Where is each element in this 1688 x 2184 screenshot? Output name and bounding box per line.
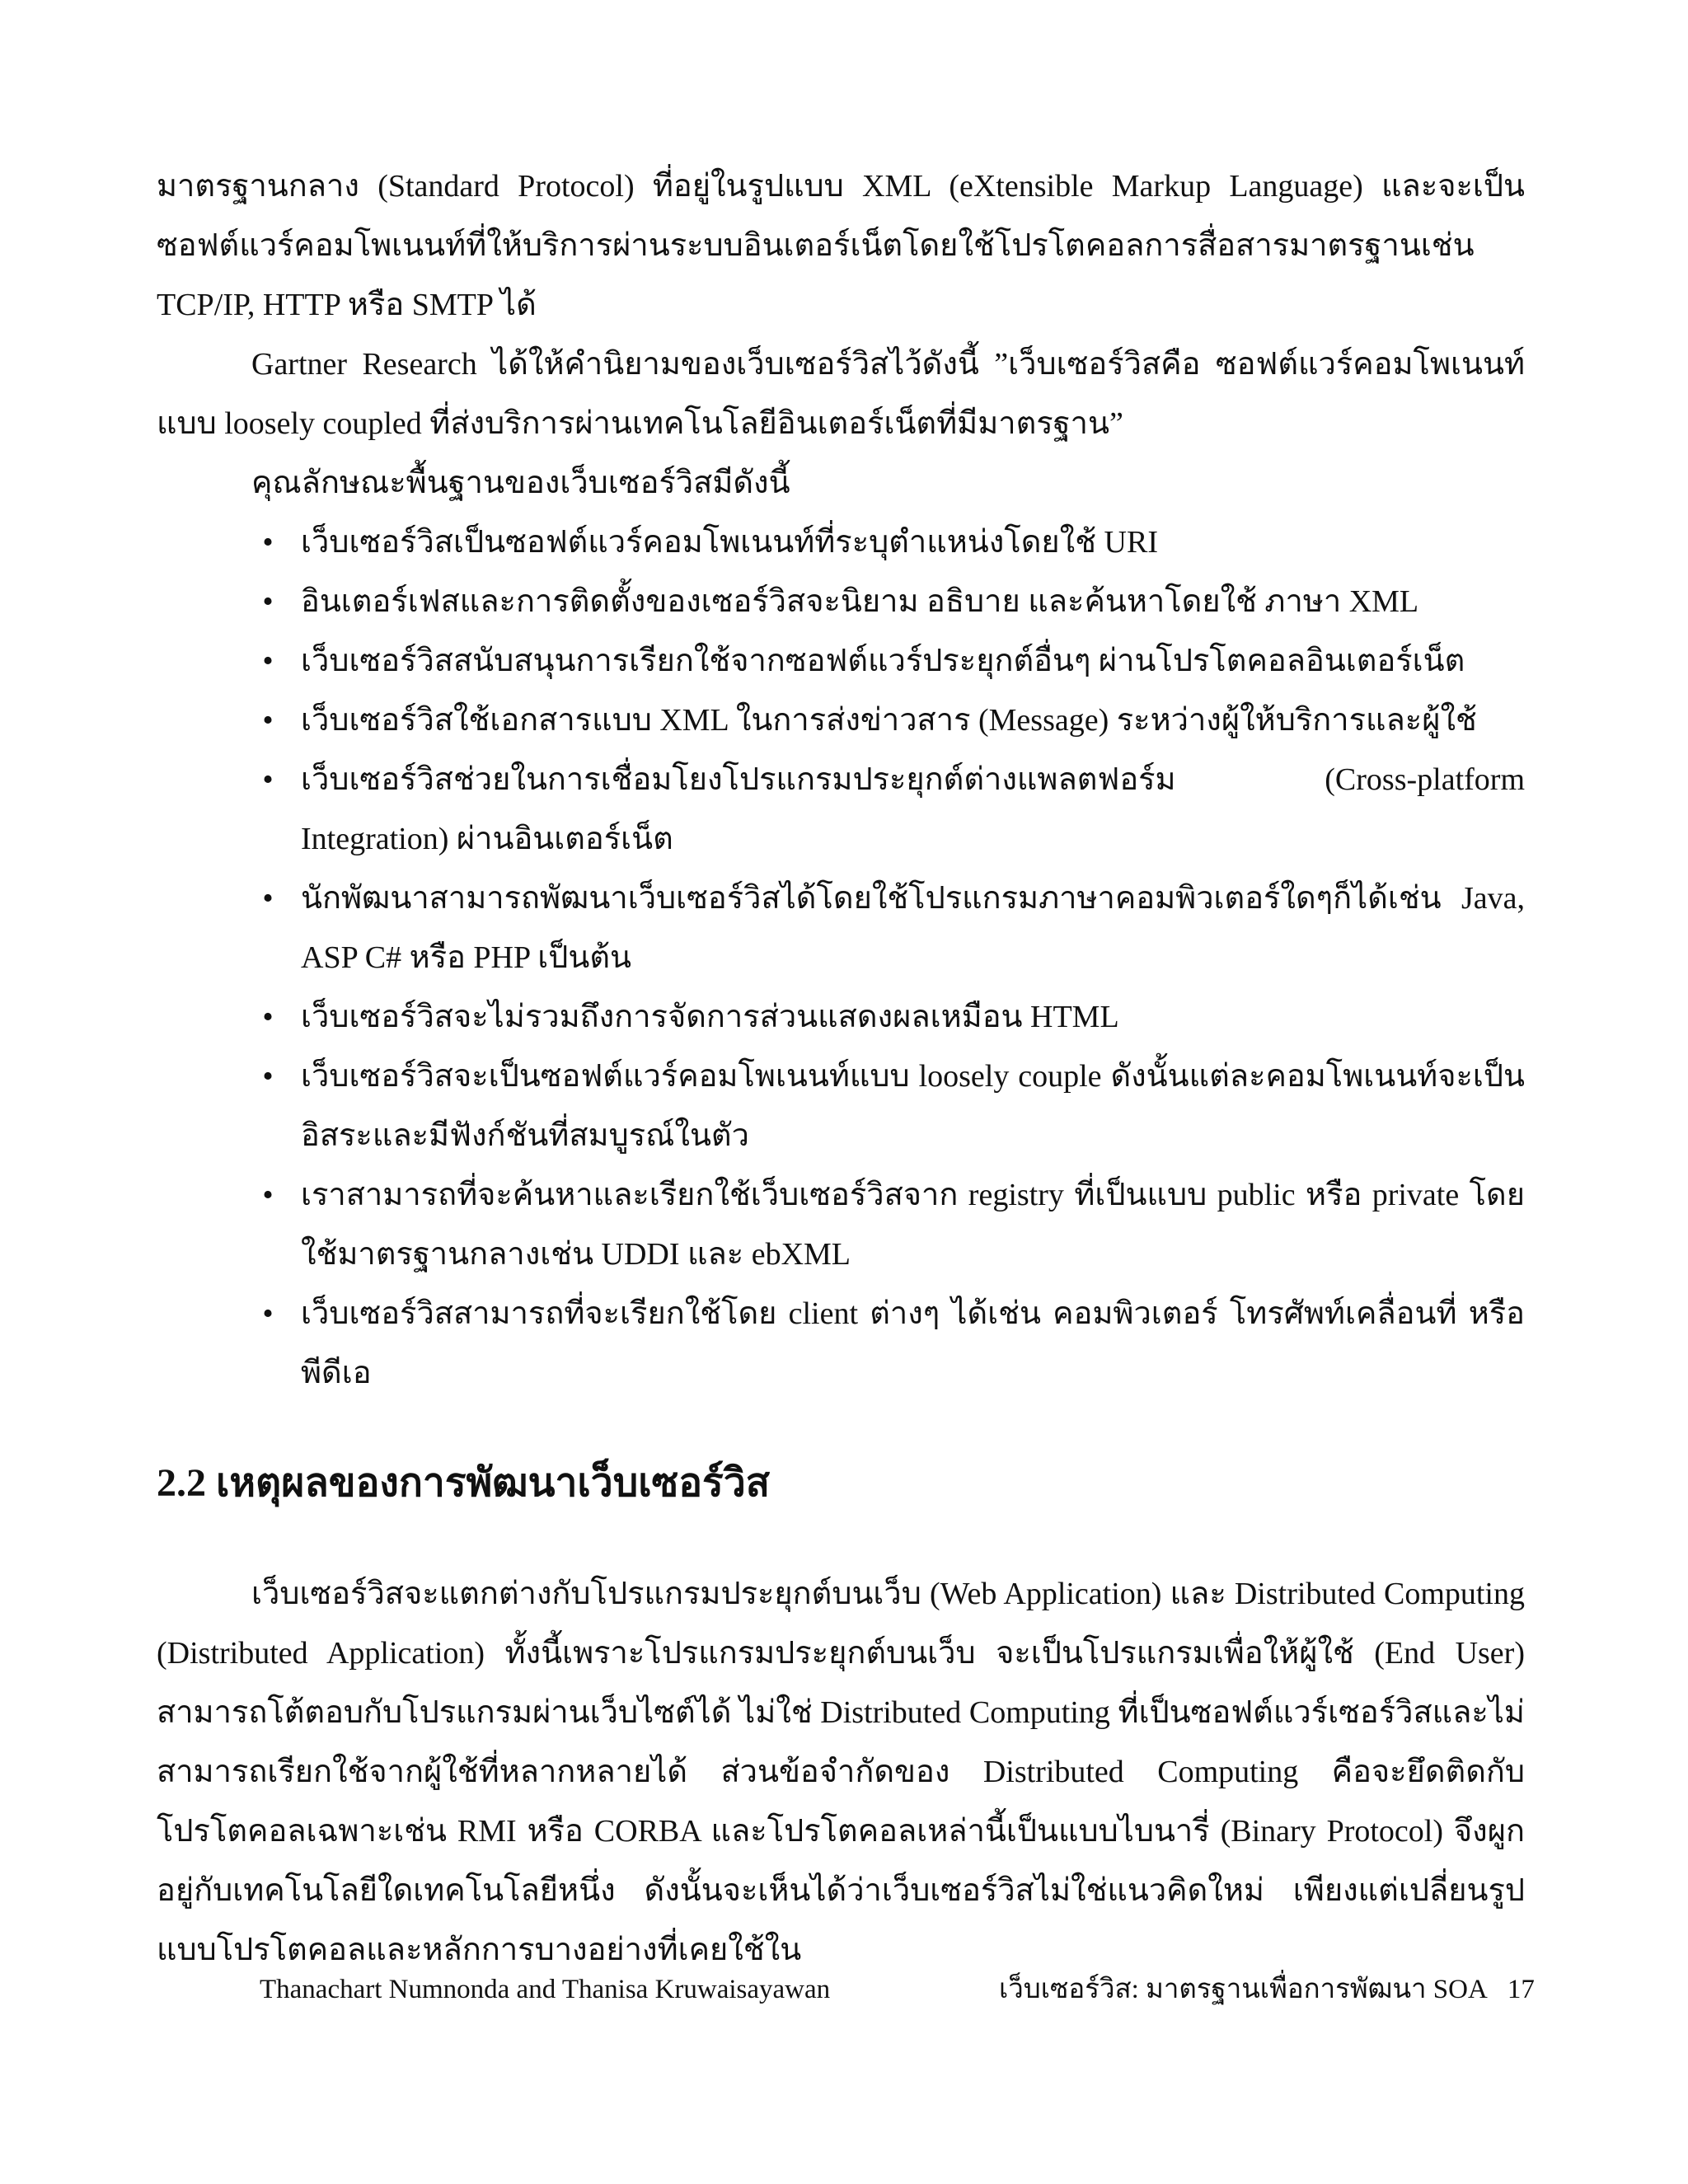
features-intro: คุณลักษณะพื้นฐานของเว็บเซอร์วิสมีดังนี้ — [251, 466, 790, 500]
bullet-icon: • — [262, 703, 274, 738]
list-item — [157, 513, 1525, 572]
footer-authors: Thanachart Numnonda and Thanisa Kruwaisayawan — [260, 1975, 831, 2004]
list-item — [157, 987, 1525, 1047]
list-item-text: เราสามารถที่จะค้นหาและเรียกใช้เว็บเซอร์วิสจาก registry ที่เป็นแบบ public หรือ private โดยใช้มาตรฐานกลางเช่น UDDI และ ebXML — [301, 1178, 1525, 1272]
list-item-text: เว็บเซอร์วิสจะไม่รวมถึงการจัดการส่วนแสดงผลเหมือน HTML — [301, 1000, 1119, 1034]
bullet-icon: • — [262, 762, 274, 797]
bullet-icon: • — [262, 644, 274, 678]
features-list — [157, 513, 1525, 1403]
list-item-text: เว็บเซอร์วิสใช้เอกสารแบบ XML ในการส่งข่าวสาร (Message) ระหว่างผู้ให้บริการและผู้ใช้ — [301, 703, 1477, 738]
list-item-text: นักพัฒนาสามารถพัฒนาเว็บเซอร์วิสได้โดยใช้โปรแกรมภาษาคอมพิวเตอร์ใดๆก็ได้เช่น Java, ASP C# หรือ PHP เป็นต้น — [301, 881, 1525, 975]
list-item — [157, 572, 1525, 631]
list-item — [157, 869, 1525, 987]
list-item — [157, 691, 1525, 750]
list-item-text: เว็บเซอร์วิสสามารถที่จะเรียกใช้โดย client ต่างๆ ได้เช่น คอมพิวเตอร์ โทรศัพท์เคลื่อนที่ หรือ พีดีเอ — [301, 1296, 1525, 1390]
list-item-text: เว็บเซอร์วิสสนับสนุนการเรียกใช้จากซอฟต์แวร์ประยุกต์อื่นๆ ผ่านโปรโตคอลอินเตอร์เน็ต — [301, 644, 1465, 678]
section-heading: 2.2 เหตุผลของการพัฒนาเว็บเซอร์วิส — [157, 1461, 771, 1505]
definition-paragraph: Gartner Research ได้ให้คำนิยามของเว็บเซอร์วิสไว้ดังนี้ ”เว็บเซอร์วิสคือ ซอฟต์แวร์คอมโพเนนท์แบบ loosely coupled ที่ส่งบริการผ่านเทคโนโลยีอินเตอร์เน็ตที่มีมาตรฐาน” — [157, 347, 1525, 441]
page-number: 17 — [1507, 1975, 1535, 2004]
bullet-icon: • — [262, 1296, 274, 1331]
footer-book-title: เว็บเซอร์วิส: มาตรฐานเพื่อการพัฒนา SOA — [999, 1975, 1488, 2004]
bullet-icon: • — [262, 1178, 274, 1212]
bullet-icon: • — [262, 881, 274, 916]
bullet-icon: • — [262, 584, 274, 619]
list-item — [157, 1284, 1525, 1403]
body-paragraph: มาตรฐานกลาง (Standard Protocol) ที่อยู่ในรูปแบบ XML (eXtensible Markup Language) และจะเป็นซอฟต์แวร์คอมโพเนนท์ที่ให้บริการผ่านระบบอินเตอร์เน็ตโดยใช้โปรโตคอลการสื่อสารมาตรฐานเช่น TCP/IP, HTTP หรือ SMTP ได้ — [157, 169, 1525, 322]
list-item — [157, 1165, 1525, 1284]
list-item-text: เว็บเซอร์วิสจะเป็นซอฟต์แวร์คอมโพเนนท์แบบ loosely couple ดังนั้นแต่ละคอมโพเนนท์จะเป็นอิสระและมีฟังก์ชันที่สมบูรณ์ในตัว — [301, 1059, 1525, 1153]
section-paragraph: เว็บเซอร์วิสจะแตกต่างกับโปรแกรมประยุกต์บนเว็บ (Web Application) และ Distributed Computing (Distributed Application) ทั้งนี้เพราะโปรแกรมประยุกต์บนเว็บ จะเป็นโปรแกรมเพื่อให้ผู้ใช้ (End User) สามารถโต้ตอบกับโปรแกรมผ่านเว็บไซต์ได้ ไม่ใช่ Distributed Computing ที่เป็นซอฟต์แวร์เซอร์วิสและไม่สามารถเรียกใช้จากผู้ใช้ที่หลากหลายได้ ส่วนข้อจำกัดของ Distributed Computing คือจะยึดติดกับโปรโตคอลเฉพาะเช่น RMI หรือ CORBA และโปรโตคอลเหล่านี้เป็นแบบไบนารี่ (Binary Protocol) จึงผูกอยู่กับเทคโนโลยีใดเทคโนโลยีหนึ่ง ดังนั้นจะเห็นได้ว่าเว็บเซอร์วิสไม่ใช่แนวคิดใหม่ เพียงแต่เปลี่ยนรูปแบบโปรโตคอลและหลักการบางอย่างที่เคยใช้ใน — [157, 1577, 1525, 1967]
list-item-text: เว็บเซอร์วิสช่วยในการเชื่อมโยงโปรแกรมประยุกต์ต่างแพลตฟอร์ม (Cross-platform Integration) ผ่านอินเตอร์เน็ต — [301, 762, 1525, 856]
bullet-icon: • — [262, 1000, 274, 1034]
list-item — [157, 631, 1525, 691]
list-item — [157, 1047, 1525, 1165]
footer-book-info — [999, 1970, 1535, 2009]
list-item-text: เว็บเซอร์วิสเป็นซอฟต์แวร์คอมโพเนนท์ที่ระบุตำแหน่งโดยใช้ URI — [301, 525, 1158, 560]
bullet-icon: • — [262, 525, 274, 560]
document-page — [157, 157, 1525, 1980]
bullet-icon: • — [262, 1059, 274, 1094]
list-item-text: อินเตอร์เฟสและการติดตั้งของเซอร์วิสจะนิยาม อธิบาย และค้นหาโดยใช้ ภาษา XML — [301, 584, 1419, 619]
list-item — [157, 750, 1525, 869]
